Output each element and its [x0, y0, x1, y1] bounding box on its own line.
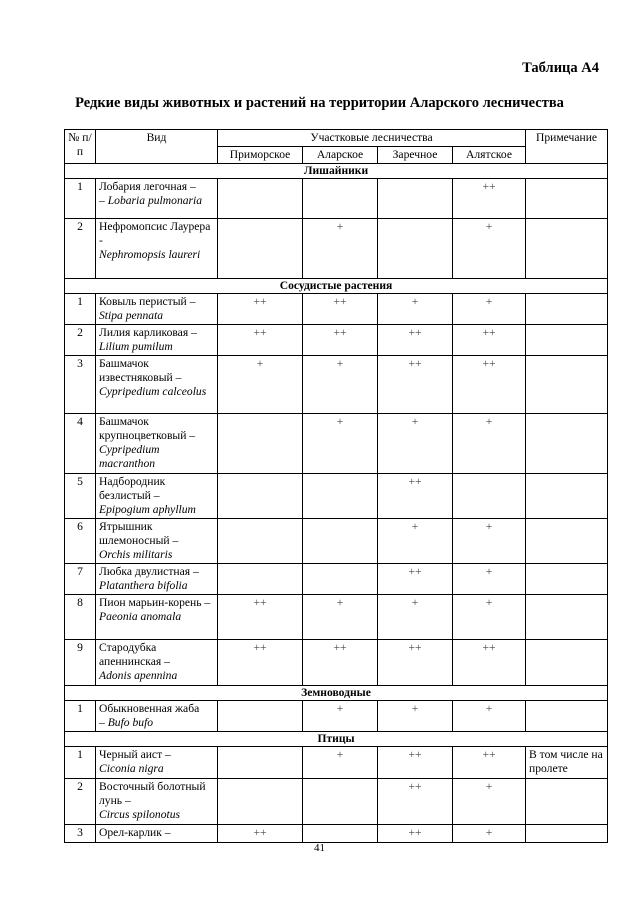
presence-mark — [303, 564, 378, 595]
presence-mark: ++ — [218, 595, 303, 640]
species-latin: Nephromopsis laureri — [99, 248, 201, 261]
row-number: 8 — [65, 595, 96, 640]
presence-mark: + — [303, 414, 378, 474]
presence-mark: ++ — [453, 179, 526, 219]
table-row — [65, 595, 608, 640]
presence-mark: ++ — [378, 640, 453, 686]
header-species: Вид — [96, 130, 218, 164]
presence-mark: + — [303, 747, 378, 779]
note-cell — [526, 640, 608, 686]
presence-mark: + — [453, 564, 526, 595]
species-name: Любка двулистная – — [99, 565, 199, 578]
note-cell — [526, 325, 608, 356]
presence-mark — [218, 564, 303, 595]
table-row — [65, 325, 608, 356]
presence-mark: ++ — [303, 294, 378, 325]
header-district: Аларское — [303, 147, 378, 164]
section-row — [65, 732, 608, 747]
species-latin: Platanthera bifolia — [99, 579, 188, 592]
presence-mark — [218, 519, 303, 564]
presence-mark: ++ — [378, 564, 453, 595]
species-cell — [96, 779, 218, 825]
presence-mark: ++ — [303, 325, 378, 356]
species-latin: Cypripedium calceolus — [99, 385, 207, 398]
species-name: Стародубка апеннинская – — [99, 641, 170, 668]
species-cell — [96, 747, 218, 779]
table-row — [65, 825, 608, 843]
section-row — [65, 164, 608, 179]
section-title: Птицы — [65, 732, 608, 747]
note-cell — [526, 564, 608, 595]
note-cell — [526, 414, 608, 474]
species-latin: Ciconia nigra — [99, 762, 164, 775]
species-cell — [96, 356, 218, 414]
presence-mark: ++ — [303, 640, 378, 686]
species-latin: Epipogium aphyllum — [99, 503, 196, 516]
presence-mark — [218, 747, 303, 779]
species-latin: Paeonia anomala — [99, 610, 182, 623]
presence-mark: ++ — [453, 356, 526, 414]
species-cell — [96, 595, 218, 640]
section-title: Земноводные — [65, 686, 608, 701]
species-cell — [96, 640, 218, 686]
species-latin: Cypripedium macranthon — [99, 443, 160, 470]
presence-mark — [218, 414, 303, 474]
table-row — [65, 701, 608, 732]
species-name: Черный аист – — [99, 748, 171, 761]
presence-mark: ++ — [378, 747, 453, 779]
presence-mark: ++ — [453, 747, 526, 779]
row-number: 1 — [65, 747, 96, 779]
presence-mark: + — [453, 219, 526, 279]
presence-mark: ++ — [218, 640, 303, 686]
presence-mark: + — [453, 519, 526, 564]
presence-mark — [453, 474, 526, 519]
row-number: 6 — [65, 519, 96, 564]
presence-mark: + — [378, 294, 453, 325]
species-name: Нефромопсис Лаурера - — [99, 220, 211, 247]
species-name: Обыкновенная жаба — [99, 702, 200, 715]
table-row — [65, 356, 608, 414]
species-cell — [96, 825, 218, 843]
species-cell — [96, 179, 218, 219]
presence-mark: + — [453, 294, 526, 325]
presence-mark: ++ — [378, 825, 453, 843]
note-cell — [526, 474, 608, 519]
presence-mark — [218, 701, 303, 732]
species-name: Восточный болотный лунь – — [99, 780, 206, 807]
note-cell — [526, 356, 608, 414]
presence-mark — [303, 825, 378, 843]
species-name: Лилия карликовая – — [99, 326, 197, 339]
species-cell — [96, 519, 218, 564]
note-cell — [526, 294, 608, 325]
presence-mark: ++ — [378, 325, 453, 356]
note-cell — [526, 825, 608, 843]
table-row — [65, 294, 608, 325]
species-name: Ковыль перистый – — [99, 295, 196, 308]
species-cell — [96, 325, 218, 356]
presence-mark: ++ — [378, 474, 453, 519]
species-latin: Orchis militaris — [99, 548, 173, 561]
species-latin: Circus spilonotus — [99, 808, 181, 821]
species-latin: – Lobaria pulmonaria — [99, 194, 203, 207]
table-row — [65, 219, 608, 279]
note-cell: В том числе на пролете — [526, 747, 608, 779]
table-row — [65, 519, 608, 564]
presence-mark: ++ — [378, 779, 453, 825]
presence-mark: + — [453, 779, 526, 825]
presence-mark — [218, 474, 303, 519]
presence-mark: ++ — [453, 325, 526, 356]
species-cell — [96, 474, 218, 519]
presence-mark: + — [453, 825, 526, 843]
presence-mark: + — [303, 219, 378, 279]
presence-mark: + — [303, 356, 378, 414]
presence-mark: ++ — [453, 640, 526, 686]
presence-mark: + — [378, 701, 453, 732]
row-number: 1 — [65, 294, 96, 325]
table-row — [65, 414, 608, 474]
row-number: 2 — [65, 779, 96, 825]
header-note: Примечание — [526, 130, 608, 164]
row-number: 2 — [65, 325, 96, 356]
species-name: Пион марьин-корень – — [99, 596, 211, 609]
presence-mark — [303, 779, 378, 825]
note-cell — [526, 701, 608, 732]
species-name: Ятрышник шлемоносный – — [99, 520, 179, 547]
presence-mark — [303, 474, 378, 519]
row-number: 3 — [65, 825, 96, 843]
note-cell — [526, 519, 608, 564]
row-number: 5 — [65, 474, 96, 519]
header-district: Приморское — [218, 147, 303, 164]
presence-mark: + — [453, 414, 526, 474]
header-district: Алятское — [453, 147, 526, 164]
section-row — [65, 279, 608, 294]
species-latin: – Bufo bufo — [99, 716, 154, 729]
species-name: Лобария легочная – — [99, 180, 196, 193]
species-latin: Stipa pennata — [99, 309, 164, 322]
header-num: № п/п — [65, 130, 96, 164]
table-row — [65, 779, 608, 825]
note-cell — [526, 179, 608, 219]
row-number: 1 — [65, 179, 96, 219]
presence-mark: ++ — [378, 356, 453, 414]
table-title: Редкие виды животных и растений на территории Аларского лесничества — [75, 95, 564, 111]
presence-mark — [378, 179, 453, 219]
presence-mark — [218, 219, 303, 279]
presence-mark — [218, 179, 303, 219]
presence-mark — [378, 219, 453, 279]
presence-mark: ++ — [218, 825, 303, 843]
species-name: Орел-карлик – — [99, 826, 171, 839]
presence-mark — [303, 179, 378, 219]
row-number: 7 — [65, 564, 96, 595]
species-name: Башмачок крупноцветковый – — [99, 415, 196, 442]
table-row — [65, 640, 608, 686]
presence-mark — [218, 779, 303, 825]
row-number: 2 — [65, 219, 96, 279]
row-number: 1 — [65, 701, 96, 732]
species-latin: Adonis apennina — [99, 669, 178, 682]
presence-mark: ++ — [218, 325, 303, 356]
table-row — [65, 564, 608, 595]
species-name: Надбородник безлистый – — [99, 475, 166, 502]
species-cell — [96, 564, 218, 595]
header-district: Заречное — [378, 147, 453, 164]
species-cell — [96, 701, 218, 732]
table-row — [65, 474, 608, 519]
species-cell — [96, 294, 218, 325]
presence-mark: ++ — [218, 294, 303, 325]
species-cell — [96, 414, 218, 474]
presence-mark: + — [453, 595, 526, 640]
section-title: Лишайники — [65, 164, 608, 179]
presence-mark: + — [378, 519, 453, 564]
note-cell — [526, 219, 608, 279]
section-row — [65, 686, 608, 701]
page-number: 41 — [314, 842, 325, 854]
note-cell — [526, 779, 608, 825]
species-table — [64, 129, 608, 843]
row-number: 9 — [65, 640, 96, 686]
table-row — [65, 179, 608, 219]
presence-mark: + — [303, 595, 378, 640]
row-number: 4 — [65, 414, 96, 474]
note-cell — [526, 595, 608, 640]
row-number: 3 — [65, 356, 96, 414]
presence-mark: + — [218, 356, 303, 414]
table-label: Таблица А4 — [522, 60, 599, 76]
presence-mark: + — [378, 595, 453, 640]
table-row — [65, 747, 608, 779]
species-name: Башмачок известняковый – — [99, 357, 182, 384]
species-latin: Lilium pumilum — [99, 340, 173, 353]
species-cell — [96, 219, 218, 279]
header-districts-group: Участковые лесничества — [218, 130, 526, 147]
presence-mark: + — [303, 701, 378, 732]
table-body — [65, 164, 608, 843]
presence-mark: + — [453, 701, 526, 732]
presence-mark: + — [378, 414, 453, 474]
section-title: Сосудистые растения — [65, 279, 608, 294]
presence-mark — [303, 519, 378, 564]
